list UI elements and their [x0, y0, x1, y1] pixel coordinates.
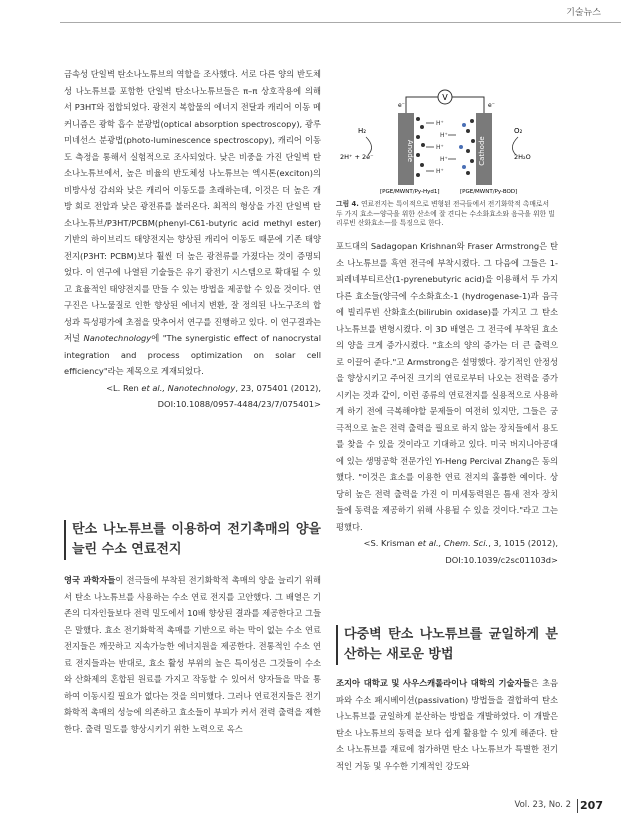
ref-journal: et al., Chem. Sci. — [417, 538, 489, 548]
proton-label: H⁺ — [436, 144, 444, 151]
left-column-2 — [64, 520, 321, 737]
cathode-label: Cathode — [478, 136, 486, 166]
left-column — [64, 66, 321, 413]
paragraph-text: 금속성 단일벽 탄소나노튜브의 역할을 조사했다. 서로 다른 양의 반도체성 나노튜브를 포함한 단일벽 탄소나노튜브들은 π–π 상호작용에 의해서 P3HT와 접합되었다. 광전지 복합물의 에너지 전달과 캐리어 이동 메커니즘은 광학 흡수 분광법(optical absorption spectroscopy), 광루미네선스 분광법(photo-luminescence spectroscopy), 캐리어 이동도 측정을 통해서 실험적으로 조사되었다. 낮은 비중을 가진 단일벽 탄소나노튜브에서, 높은 비율의 반도체성 나노튜브는 엑시톤(exciton)의 비방사성 감쇠와 낮은 캐리어 이동도를 초래하는데, 이것은 더 높은 개방 회로 전압과 낮은 광전류를 불러온다. 최적의 형상을 가진 단일벽 탄소나노튜브/P3HT/PCBM(phenyl-C61-butyric acid methyl ester) 기반의 하이브리드 태양전지는 향상된 캐리어 이동도 때문에 기존 태양전지(P3HT: PCBM)보다 훨씬 더 높은 광전류를 가졌다는 것이 증명되었다. 이 연구에 나열된 기술들은 유기 광전기 시스템으로 확대될 수 있고 효율적인 태양전지를 만들 수 있는 방법을 제공할 수 있을 것이다. 연구진은 나노물질로 인한 향상된 에너지 변환, 잘 정의된 나노구조의 합성과 특성평가에 초점을 맞추어서 연구를 진행하고 있다. 이 연구결과는 저널 — [64, 69, 321, 343]
ref-volume: , 3, 1015 (2012), — [488, 538, 558, 548]
lead-text: 영국 과학자들 — [64, 575, 116, 585]
reference — [336, 535, 558, 552]
paragraph-text: 에 "The synergistic effect of nanocrystal integration and process optimization on solar cell efficiency"라는 제목으로 게재되었다. — [64, 333, 321, 376]
caption-label: 그림 4. — [336, 200, 359, 208]
hydrogen-label: H₂ — [358, 127, 367, 135]
footer-divider — [577, 799, 578, 813]
fuel-cell-diagram — [336, 87, 554, 195]
ref-authors: <S. Krisman — [363, 538, 415, 548]
volume-label: Vol. 23, No. 2 — [514, 800, 571, 810]
water-label: 2H₂O — [514, 153, 531, 161]
section-label: 기술뉴스 — [566, 8, 601, 18]
body-paragraph — [336, 675, 558, 774]
paragraph-text: 이 전극들에 부착된 전기화학적 촉매의 양을 늘리기 위해서 탄소 나노튜브를 사용하는 수소 연료 전지를 고안했다. 그 배열은 기존의 디자인들보다 전력 밀도에서 10배 향상된 결과를 제공한다고 그들은 말했다. 효소 전기화학적 촉매를 기반으로 하는 막이 없는 수소 연료 전지들은 깨끗하고 지속가능한 에너지원을 제공한다. 전통적인 수소 연료 전지들과는 반대로, 효소 활성 부위의 높은 특이성은 그것들이 수소와 산화제의 혼합된 원료를 가지고 작동할 수 있어서 양자들을 막을 통하여 이동시킬 필요가 없다는 것을 의미했다. 그러나 연료전지들은 전기화학적 촉매의 성능에 의존하고 효소들이 부피가 커서 전력 출력을 제한한다. 출력 밀도를 향상시키기 위한 노력으로 옥스 — [64, 575, 321, 734]
left-electrode-label: [PGE/MWNT/Py-Hyd1] — [380, 189, 440, 195]
body-paragraph — [64, 66, 321, 380]
section-heading: 다중벽 탄소 나노튜브를 균일하게 분산하는 새로운 방법 — [336, 625, 558, 665]
figure-caption — [336, 200, 556, 229]
electron-right: e⁻ — [488, 102, 495, 109]
oxygen-label: O₂ — [514, 127, 523, 135]
right-electrode-label: [PGE/MWNT/Py-BOD] — [460, 189, 518, 195]
proton-label: H⁺ — [436, 168, 444, 175]
ref-volume: , 23, 075401 (2012), — [235, 382, 321, 393]
caption-text: 연료전지는 특이적으로 변형된 전극들에서 전기화학적 촉매로서 두 가지 효소—양극을 위한 산소에 잘 견디는 수소화효소와 음극을 위한 빌리루빈 산화효소—를 특징으로 한다. — [336, 200, 555, 227]
page-number: 207 — [580, 799, 603, 812]
section-heading: 탄소 나노튜브를 이용하여 전기촉매의 양을 늘린 수소 연료전지 — [64, 520, 321, 560]
body-paragraph — [64, 572, 321, 737]
proton-electron-label: 2H⁺ + 2e⁻ — [340, 153, 374, 161]
anode-label: Anode — [406, 139, 414, 163]
right-column — [336, 238, 558, 568]
voltmeter-label: V — [442, 93, 448, 102]
reference — [64, 380, 321, 397]
right-column-2 — [336, 625, 558, 774]
reference-doi: DOI:10.1039/c2sc01103d> — [445, 554, 558, 565]
reference-doi: DOI:10.1088/0957-4484/23/7/075401> — [157, 399, 321, 409]
fuel-cell-figure — [336, 87, 554, 195]
paragraph-text: 은 초음파와 수소 패시베이션(passivation) 방법들을 결합하여 탄소 나노튜브를 균일하게 분산하는 방법을 개발하였다. 이 개발은 탄소 나노튜브의 동력을 보다 쉽게 활용할 수 있게 해준다. 탄소 나노튜브를 재료에 첨가하면 탄소 나노튜브가 특별한 전기적인 거동 및 우수한 기계적인 강도와 — [336, 678, 558, 771]
body-paragraph: 포드대의 Sadagopan Krishnan와 Fraser Armstrong은 탄소 나노튜브를 흑연 전극에 부착시켰다. 그 다음에 그들은 1-피레네부티르산(1-pyrenebutyric acid)을 이용해서 두 가지 다른 효소들(양극에 수소화효소-1 (hydrogenase-1)과 음극에 빌리루빈 산화효소(bilirubin oxidase)를 가지고 그 탄소 나노튜브를 변형시켰다. 이 3D 배열은 그 전극에 부착된 효소의 양을 크게 증가시켰다. "효소의 양의 증가는 더 큰 출력으로 이끌어 준다."고 Armstrong은 설명했다. 장기적인 안정성을 향상시키고 주어진 크기의 연료로부터 나오는 전력을 증가시키는 것과 같이, 이런 종류의 연료전지를 실용적으로 사용하게 하기 전에 극복해야할 문제들이 여전히 있지만, 그들은 궁극적으로 높은 전력 출력을 필요로 하지 않는 장치들에서 용도를 찾을 수 있을 것이라고 기대하고 있다. 미국 버지니아공대에 있는 생명공학 전문가인 Yi-Heng Percival Zhang은 동의했다. "이것은 효소를 이용한 연료 전지의 훌륭한 예이다. 상당히 높은 전력 출력을 가진 이 미세동력원은 틈새 전자 장치들에 동력을 제공하기 위해 사용될 수 있을 것이다."라고 그는 평했다. — [336, 241, 558, 532]
lead-text: 조지아 대학교 및 사우스캐롤라이나 대학의 기술자들 — [336, 678, 531, 688]
ref-journal: et al., Nanotechnology — [141, 382, 236, 393]
proton-label: H⁺ — [440, 156, 448, 163]
proton-label: H⁺ — [440, 132, 448, 139]
proton-label: H⁺ — [436, 120, 444, 127]
header-rule — [60, 22, 621, 23]
journal-name: Nanotechnology — [83, 333, 152, 343]
electron-left: e⁻ — [398, 102, 405, 109]
ref-authors: <L. Ren — [106, 382, 139, 393]
